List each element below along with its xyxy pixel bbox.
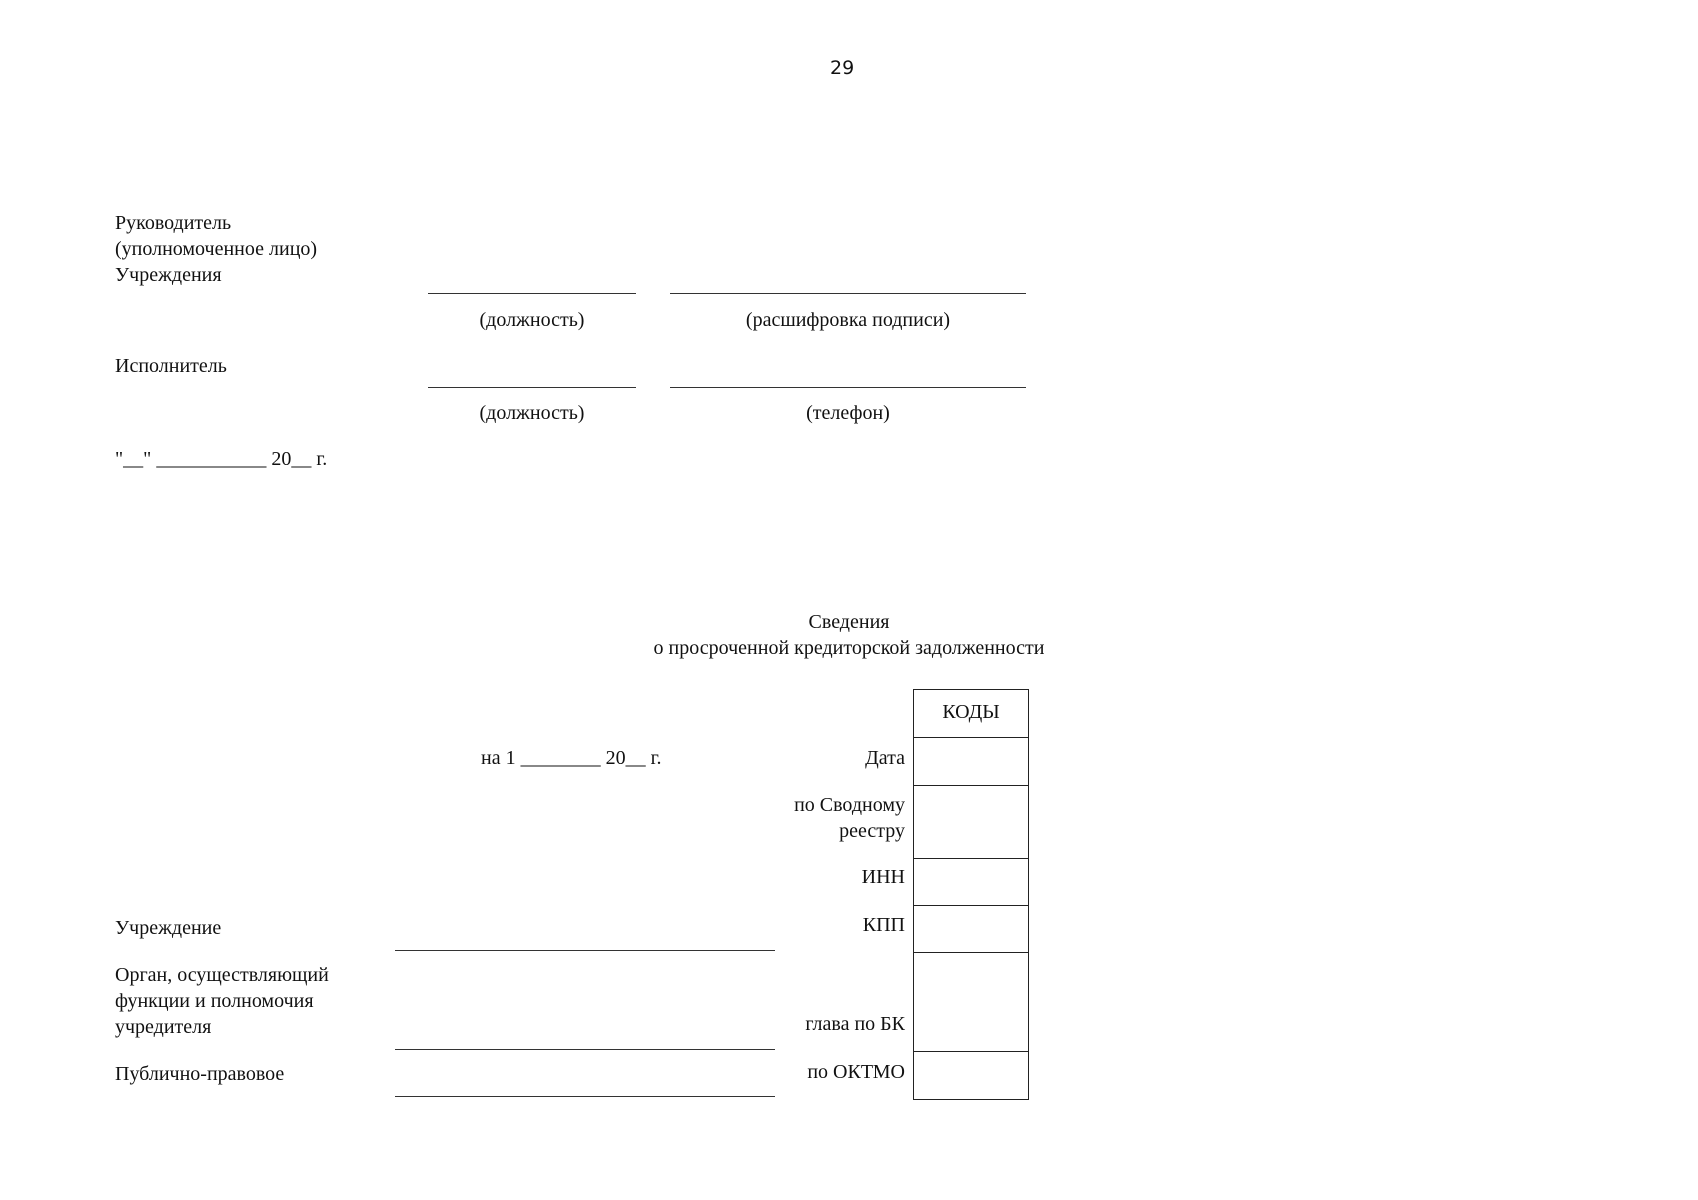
- signature-date-line: "__" ___________ 20__ г.: [115, 448, 328, 470]
- field-label-public-entity: Публично-правовое: [115, 1063, 285, 1085]
- code-label-kpp: КПП: [862, 914, 905, 936]
- field-label-institution: Учреждение: [115, 917, 222, 939]
- code-cell-kpp[interactable]: [914, 905, 1028, 952]
- codes-header: КОДЫ: [942, 701, 1000, 723]
- report-title-line2: о просроченной кредиторской задолженности: [653, 637, 1045, 659]
- head-label-line1: Руководитель: [115, 212, 232, 234]
- code-label-oktmo: по ОКТМО: [807, 1061, 905, 1083]
- code-cell-date[interactable]: [914, 737, 1028, 785]
- head-signature-line: [670, 293, 1026, 294]
- code-label-registry-1: по Сводному: [794, 794, 905, 816]
- code-cell-chapter-bk[interactable]: [914, 952, 1028, 1051]
- code-label-date: Дата: [865, 747, 905, 769]
- report-title-line1: Сведения: [808, 611, 890, 633]
- page-number: 29: [830, 57, 855, 79]
- code-label-inn: ИНН: [861, 866, 905, 888]
- executor-position-line: [428, 387, 636, 388]
- executor-phone-caption: (телефон): [806, 402, 890, 424]
- executor-phone-line: [670, 387, 1026, 388]
- field-line-public-entity[interactable]: [395, 1096, 775, 1097]
- head-label-line3: Учреждения: [115, 264, 222, 286]
- field-label-founder-3: учредителя: [115, 1016, 212, 1038]
- report-as-of-date: на 1 ________ 20__ г.: [481, 747, 662, 769]
- head-label-line2: (уполномоченное лицо): [115, 238, 318, 260]
- field-label-founder-1: Орган, осуществляющий: [115, 964, 329, 986]
- field-line-institution[interactable]: [395, 950, 775, 951]
- codes-table: [913, 689, 1029, 1100]
- code-cell-registry[interactable]: [914, 785, 1028, 858]
- executor-position-caption: (должность): [479, 402, 585, 424]
- head-signature-caption: (расшифровка подписи): [745, 309, 951, 331]
- code-cell-inn[interactable]: [914, 858, 1028, 905]
- code-cell-oktmo[interactable]: [914, 1051, 1028, 1099]
- field-label-founder-2: функции и полномочия: [115, 990, 314, 1012]
- head-position-line: [428, 293, 636, 294]
- code-label-registry-2: реестру: [839, 820, 905, 842]
- executor-label: Исполнитель: [115, 355, 227, 377]
- head-position-caption: (должность): [479, 309, 585, 331]
- field-line-founder[interactable]: [395, 1049, 775, 1050]
- code-label-chapter-bk: глава по БК: [805, 1013, 905, 1035]
